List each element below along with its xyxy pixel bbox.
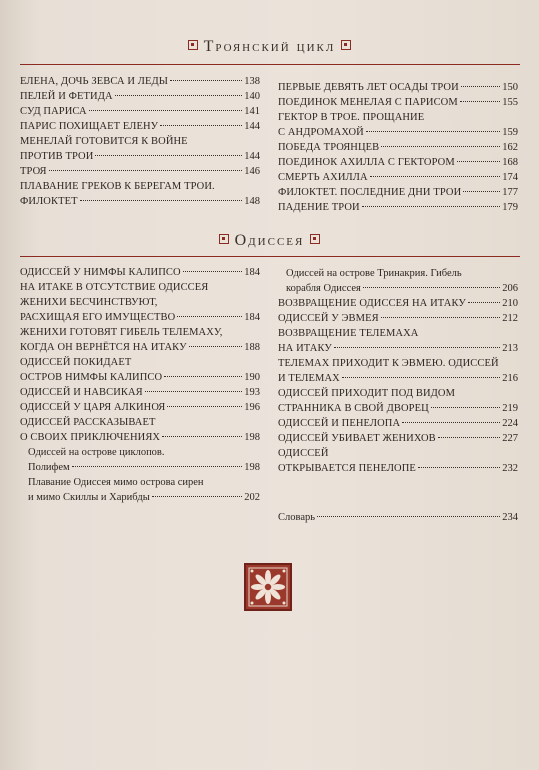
- toc-entry: [278, 311, 518, 326]
- dot-leader: [418, 467, 500, 468]
- toc-page-number: 144: [244, 121, 260, 132]
- toc-page-number: 174: [502, 172, 518, 183]
- toc-entry-title: ОДИССЕЙ: [278, 448, 329, 459]
- toc-entry-title: Одиссей на острове циклопов.: [28, 447, 165, 458]
- toc-entry: [278, 200, 518, 215]
- toc-entry: [278, 416, 518, 431]
- toc-entry-title: НА ИТАКЕ В ОТСУТСТВИЕ ОДИССЕЯ: [20, 282, 209, 293]
- toc-page-number: 227: [502, 433, 518, 444]
- toc-entry-title: Полифем: [28, 462, 70, 473]
- dot-leader: [460, 101, 500, 102]
- toc-page-number: 150: [502, 82, 518, 93]
- toc-entry: [20, 119, 260, 134]
- toc-entry: [278, 110, 518, 140]
- toc-page-number: 155: [502, 97, 518, 108]
- toc-entry: [278, 296, 518, 311]
- toc-entry-title: Одиссей на острове Тринакрия. Гибель: [286, 268, 462, 279]
- toc-entry-title: СТРАННИКА В СВОЙ ДВОРЕЦ: [278, 403, 429, 414]
- toc-page-number: 138: [244, 76, 260, 87]
- toc-column-odyssey-left: [20, 265, 260, 505]
- dot-leader: [370, 176, 501, 177]
- toc-entry-title: ЖЕНИХИ ГОТОВЯТ ГИБЕЛЬ ТЕЛЕМАХУ,: [20, 327, 223, 338]
- title-rule: [20, 64, 520, 65]
- toc-entry: [20, 89, 260, 104]
- dot-leader: [95, 155, 242, 156]
- toc-page-number: 213: [502, 343, 518, 354]
- square-ornament-icon: [310, 234, 320, 244]
- section-title-odyssey: [0, 232, 539, 250]
- dot-leader: [145, 391, 242, 392]
- toc-entry-title: ФИЛОКТЕТ: [20, 196, 78, 207]
- toc-entry-title: ОСТРОВ НИМФЫ КАЛИПСО: [20, 372, 163, 383]
- toc-entry: [20, 134, 260, 164]
- toc-page-number: 210: [502, 298, 518, 309]
- toc-entry-title: ТРОЯ: [20, 166, 47, 177]
- toc-entry: [20, 355, 260, 385]
- toc-entry-title: МЕНЕЛАЙ ГОТОВИТСЯ К ВОЙНЕ: [20, 136, 188, 147]
- section-title-troy: [0, 38, 539, 56]
- dot-leader: [164, 376, 242, 377]
- toc-page-number: 216: [502, 373, 518, 384]
- dot-leader: [468, 302, 500, 303]
- toc-entry-title: ОДИССЕЙ И ПЕНЕЛОПА: [278, 418, 401, 429]
- toc-entry-title: РАСХИЩАЯ ЕГО ИМУЩЕСТВО: [20, 312, 176, 323]
- rosette-ornament-icon: [244, 563, 292, 611]
- toc-page-number: 140: [244, 91, 260, 102]
- dot-leader: [381, 146, 500, 147]
- dot-leader: [461, 86, 500, 87]
- toc-entry: [20, 74, 260, 89]
- toc-page-number: 168: [502, 157, 518, 168]
- dot-leader: [183, 271, 243, 272]
- toc-entry-title: ФИЛОКТЕТ. ПОСЛЕДНИЕ ДНИ ТРОИ: [278, 187, 462, 198]
- dot-leader: [115, 95, 243, 96]
- toc-entry: [278, 431, 518, 446]
- toc-page-number: 234: [502, 512, 518, 523]
- toc-entry-title: Плавание Одиссея мимо острова сирен: [28, 477, 204, 488]
- toc-entry-title: ОДИССЕЙ У ЭВМЕЯ: [278, 313, 379, 324]
- toc-entry: [278, 446, 518, 476]
- toc-page-number: 196: [244, 402, 260, 413]
- toc-entry-title: ВОЗВРАЩЕНИЕ ОДИССЕЯ НА ИТАКУ: [278, 298, 466, 309]
- toc-entry-title: ОТКРЫВАЕТСЯ ПЕНЕЛОПЕ: [278, 463, 416, 474]
- toc-entry-title: ПОБЕДА ТРОЯНЦЕВ: [278, 142, 380, 153]
- dot-leader: [402, 422, 500, 423]
- toc-page-number: 219: [502, 403, 518, 414]
- toc-page-number: 198: [244, 432, 260, 443]
- square-ornament-icon: [188, 40, 198, 50]
- toc-entry: [20, 475, 260, 505]
- dot-leader: [177, 316, 242, 317]
- toc-page-number: 206: [502, 283, 518, 294]
- toc-entry-title: ТЕЛЕМАХ ПРИХОДИТ К ЭВМЕЮ. ОДИССЕЙ: [278, 358, 499, 369]
- dot-leader: [366, 131, 500, 132]
- dot-leader: [167, 406, 242, 407]
- toc-entry: [20, 104, 260, 119]
- toc-entry-title: ОДИССЕЙ РАССКАЗЫВАЕТ: [20, 417, 156, 428]
- toc-entry-title: ОДИССЕЙ УБИВАЕТ ЖЕНИХОВ: [278, 433, 436, 444]
- toc-entry-title: ПОЕДИНОК МЕНЕЛАЯ С ПАРИСОМ: [278, 97, 458, 108]
- toc-page-number: 177: [502, 187, 518, 198]
- toc-entry: [278, 95, 518, 110]
- toc-entry-title: ОДИССЕЙ У НИМФЫ КАЛИПСО: [20, 267, 181, 278]
- toc-entry-title: ПЛАВАНИЕ ГРЕКОВ К БЕРЕГАМ ТРОИ.: [20, 181, 215, 192]
- toc-entry-title: ПАДЕНИЕ ТРОИ: [278, 202, 360, 213]
- square-ornament-icon: [341, 40, 351, 50]
- toc-entry: [20, 179, 260, 209]
- toc-entry-title: ЕЛЕНА, ДОЧЬ ЗЕВСА И ЛЕДЫ: [20, 76, 169, 87]
- toc-entry: [278, 155, 518, 170]
- toc-page-number: 188: [244, 342, 260, 353]
- toc-entry-title: ПЕРВЫЕ ДЕВЯТЬ ЛЕТ ОСАДЫ ТРОИ: [278, 82, 459, 93]
- toc-entry-title: ВОЗВРАЩЕНИЕ ТЕЛЕМАХА: [278, 328, 419, 339]
- toc-entry-title: О СВОИХ ПРИКЛЮЧЕНИЯХ: [20, 432, 161, 443]
- toc-entry-title: и мимо Скиллы и Харибды: [28, 492, 150, 503]
- toc-entry-title: ГЕКТОР В ТРОЕ. ПРОЩАНИЕ: [278, 112, 425, 123]
- toc-entry: [278, 326, 518, 356]
- toc-entry-title: СУД ПАРИСА: [20, 106, 87, 117]
- dot-leader: [89, 110, 243, 111]
- toc-entry-title: ПАРИС ПОХИЩАЕТ ЕЛЕНУ: [20, 121, 159, 132]
- toc-entry: [278, 266, 518, 296]
- toc-entry-title: ЖЕНИХИ БЕСЧИНСТВУЮТ,: [20, 297, 158, 308]
- toc-page-number: 212: [502, 313, 518, 324]
- toc-entry: [20, 164, 260, 179]
- toc-page-number: 162: [502, 142, 518, 153]
- dot-leader: [463, 191, 500, 192]
- toc-page-number: 179: [502, 202, 518, 213]
- dot-leader: [457, 161, 500, 162]
- dot-leader: [334, 347, 500, 348]
- toc-page-number: 184: [244, 312, 260, 323]
- toc-entry-title: НА ИТАКУ: [278, 343, 332, 354]
- toc-page-number: 224: [502, 418, 518, 429]
- toc-entry-title: СМЕРТЬ АХИЛЛА: [278, 172, 368, 183]
- toc-entry-title: ПЕЛЕЙ И ФЕТИДА: [20, 91, 113, 102]
- toc-page-number: 184: [244, 267, 260, 278]
- dot-leader: [49, 170, 243, 171]
- section-title-text: Одиссея: [234, 232, 305, 249]
- toc-entry: [20, 265, 260, 280]
- dot-leader: [381, 317, 501, 318]
- toc-page-number: 202: [244, 492, 260, 503]
- toc-entry: [278, 510, 518, 525]
- toc-entry-title: ОДИССЕЙ У ЦАРЯ АЛКИНОЯ: [20, 402, 166, 413]
- toc-page-number: 193: [244, 387, 260, 398]
- section-title-text: Троянский цикл: [203, 38, 336, 55]
- title-rule: [20, 256, 520, 257]
- toc-page-number: 148: [244, 196, 260, 207]
- dot-leader: [431, 407, 500, 408]
- toc-page-number: 159: [502, 127, 518, 138]
- toc-page-number: 144: [244, 151, 260, 162]
- toc-column-troy-left: [20, 74, 260, 209]
- dot-leader: [438, 437, 500, 438]
- toc-entry: [20, 325, 260, 355]
- toc-entry-title: корабля Одиссея: [286, 283, 361, 294]
- toc-entry-title: КОГДА ОН ВЕРНЁТСЯ НА ИТАКУ: [20, 342, 187, 353]
- dot-leader: [189, 346, 243, 347]
- toc-entry: [20, 280, 260, 325]
- toc-entry-title: ОДИССЕЙ ПРИХОДИТ ПОД ВИДОМ: [278, 388, 456, 399]
- toc-entry: [20, 415, 260, 445]
- dot-leader: [170, 80, 242, 81]
- toc-column-troy-right: [278, 80, 518, 215]
- dot-leader: [363, 287, 500, 288]
- dot-leader: [362, 206, 501, 207]
- toc-page-number: 146: [244, 166, 260, 177]
- toc-entry: [20, 400, 260, 415]
- toc-entry: [278, 80, 518, 95]
- toc-column-odyssey-right: [278, 266, 518, 525]
- toc-entry: [278, 185, 518, 200]
- toc-entry: [278, 386, 518, 416]
- dot-leader: [72, 466, 243, 467]
- toc-entry-title: Словарь: [278, 512, 316, 523]
- toc-page-number: 198: [244, 462, 260, 473]
- toc-entry: [20, 445, 260, 475]
- toc-page-number: 190: [244, 372, 260, 383]
- dot-leader: [152, 496, 243, 497]
- dot-leader: [80, 200, 243, 201]
- toc-entry: [278, 356, 518, 386]
- toc-page-number: 141: [244, 106, 260, 117]
- toc-entry: [278, 170, 518, 185]
- dot-leader: [162, 436, 242, 437]
- toc-entry-title: И ТЕЛЕМАХ: [278, 373, 340, 384]
- toc-entry-title: ОДИССЕЙ ПОКИДАЕТ: [20, 357, 132, 368]
- toc-page-number: 232: [502, 463, 518, 474]
- toc-entry: [20, 385, 260, 400]
- toc-entry-title: ОДИССЕЙ И НАВСИКАЯ: [20, 387, 143, 398]
- toc-entry: [278, 140, 518, 155]
- toc-entry-title: ПОЕДИНОК АХИЛЛА С ГЕКТОРОМ: [278, 157, 455, 168]
- toc-entry-title: ПРОТИВ ТРОИ: [20, 151, 94, 162]
- toc-entry-title: С АНДРОМАХОЙ: [278, 127, 364, 138]
- dot-leader: [160, 125, 242, 126]
- dot-leader: [317, 516, 500, 517]
- square-ornament-icon: [219, 234, 229, 244]
- dot-leader: [342, 377, 500, 378]
